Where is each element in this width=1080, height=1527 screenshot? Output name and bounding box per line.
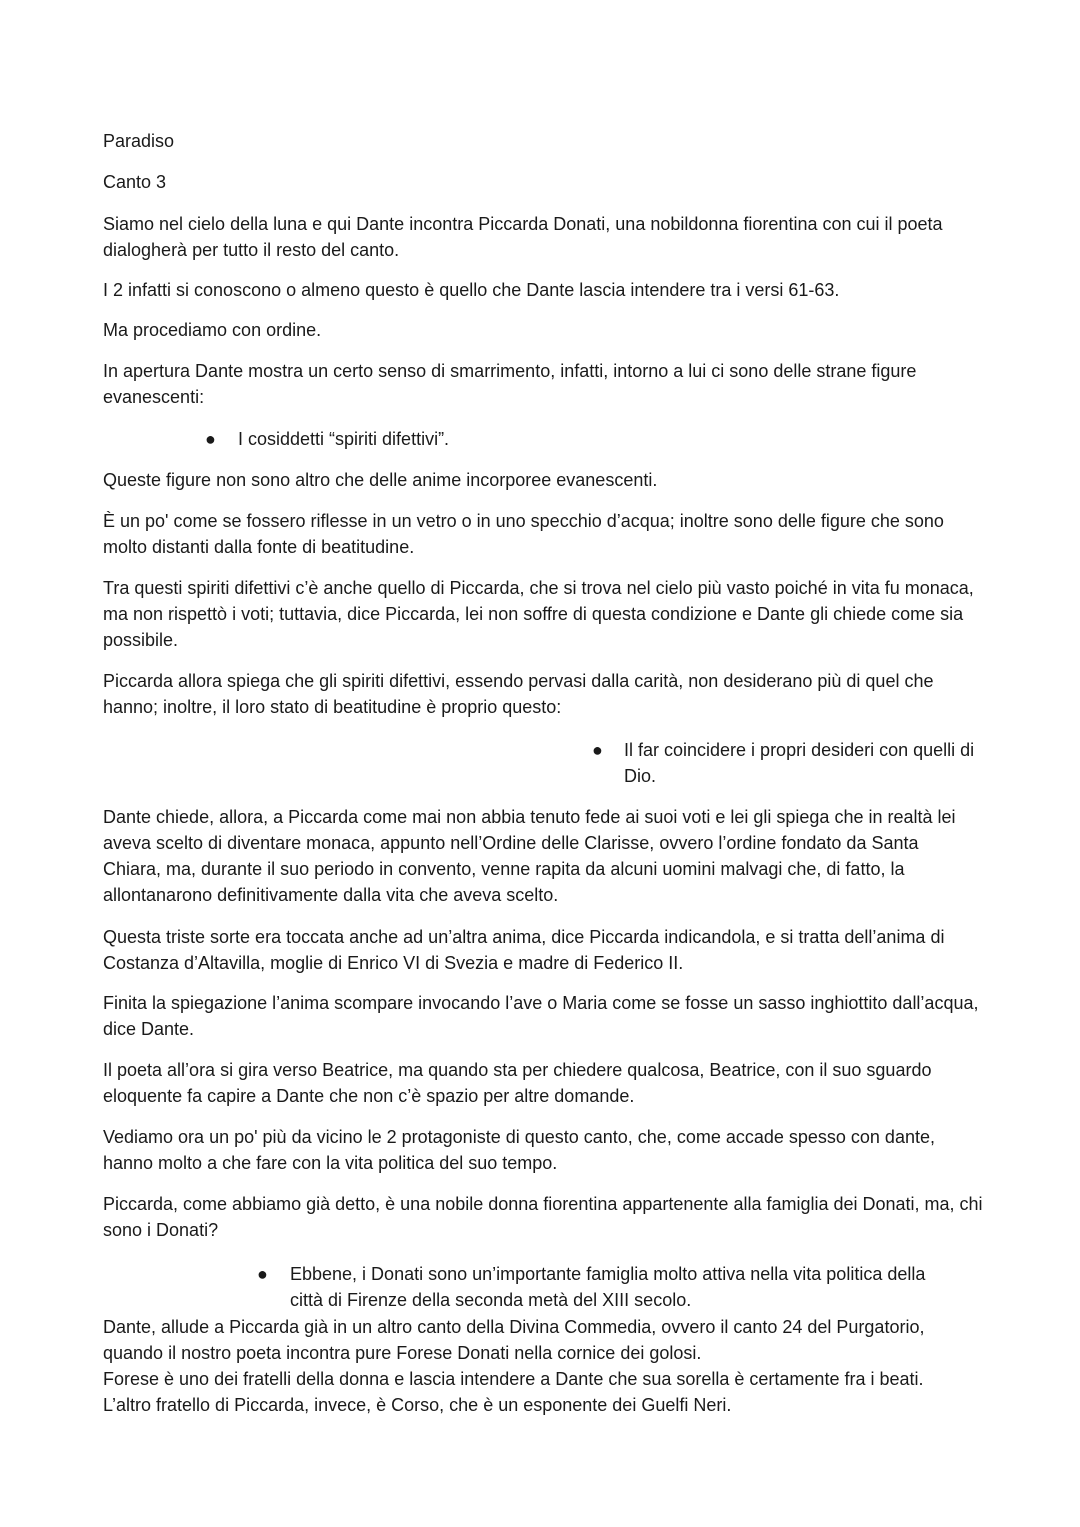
paragraph: Dante chiede, allora, a Piccarda come mai non abbia tenuto fede ai suoi voti e lei gli spiega che in realtà lei aveva scelto di diventare monaca, appunto nell’Ordine delle Clarisse, ovvero l’ordine fondato da Santa Chiara, ma, durante il suo periodo in convento, venne rapita da alcuni uomini malvagi che, di fatto, la allontanarono definitivamente dalla vita che aveva scelto.	[103, 807, 956, 905]
paragraph: Vediamo ora un po' più da vicino le 2 protagoniste di questo canto, che, come accade spesso con dante, hanno molto a che fare con la vita politica del suo tempo.	[103, 1127, 935, 1173]
bullet-text: I cosiddetti “spiriti difettivi”.	[238, 429, 450, 449]
bullet-item	[205, 426, 905, 452]
paragraph: Piccarda, come abbiamo già detto, è una nobile donna fiorentina appartenente alla famiglia dei Donati, ma, chi sono i Donati?	[103, 1194, 983, 1240]
canto-heading: Canto 3	[103, 172, 167, 192]
bullet-text: Ebbene, i Donati sono un’importante famiglia molto attiva nella vita politica della città di Firenze della seconda metà del XIII secolo.	[290, 1264, 926, 1310]
paragraph: Tra questi spiriti difettivi c’è anche quello di Piccarda, che si trova nel cielo più vasto poiché in vita fu monaca, ma non rispettò i voti; tuttavia, dice Piccarda, lei non soffre di questa condizione e Dante gli chiede come sia possibile.	[103, 578, 974, 650]
paragraph: Ma procediamo con ordine.	[103, 320, 322, 340]
paragraph: Piccarda allora spiega che gli spiriti difettivi, essendo pervasi dalla carità, non desiderano più di quel che hanno; inoltre, il loro stato di beatitudine è proprio questo:	[103, 671, 934, 717]
paragraph: Dante, allude a Piccarda già in un altro canto della Divina Commedia, ovvero il canto 24 del Purgatorio, quando il nostro poeta incontra pure Forese Donati nella cornice dei golosi.	[103, 1317, 925, 1363]
document-title: Paradiso	[103, 131, 175, 151]
bullet-icon: ●	[592, 740, 603, 760]
paragraph: I 2 infatti si conoscono o almeno questo è quello che Dante lascia intendere tra i versi 61-63.	[103, 280, 840, 300]
bullet-item	[257, 1261, 957, 1313]
paragraph: Il poeta all’ora si gira verso Beatrice, ma quando sta per chiedere qualcosa, Beatrice, con il suo sguardo eloquente fa capire a Dante che non c’è spazio per altre domande.	[103, 1060, 932, 1106]
paragraph: Questa triste sorte era toccata anche ad un’altra anima, dice Piccarda indicandola, e si tratta dell’anima di Costanza d’Altavilla, moglie di Enrico VI di Svezia e madre di Federico II.	[103, 927, 945, 973]
bullet-icon: ●	[205, 429, 216, 449]
paragraph: Forese è uno dei fratelli della donna e lascia intendere a Dante che sua sorella è certamente fra i beati.	[103, 1369, 924, 1389]
paragraph: È un po' come se fossero riflesse in un vetro o in uno specchio d’acqua; inoltre sono delle figure che sono molto distanti dalla fonte di beatitudine.	[103, 511, 944, 557]
bullet-item	[592, 737, 982, 789]
bullet-icon: ●	[257, 1264, 268, 1284]
paragraph: Finita la spiegazione l’anima scompare invocando l’ave o Maria come se fosse un sasso inghiottito dall’acqua, dice Dante.	[103, 993, 979, 1039]
paragraph: L’altro fratello di Piccarda, invece, è Corso, che è un esponente dei Guelfi Neri.	[103, 1395, 732, 1415]
paragraph: Siamo nel cielo della luna e qui Dante incontra Piccarda Donati, una nobildonna fiorentina con cui il poeta dialogherà per tutto il resto del canto.	[103, 214, 943, 260]
bullet-text: Il far coincidere i propri desideri con quelli di Dio.	[624, 740, 975, 786]
paragraph: In apertura Dante mostra un certo senso di smarrimento, infatti, intorno a lui ci sono delle strane figure evanescenti:	[103, 361, 917, 407]
paragraph: Queste figure non sono altro che delle anime incorporee evanescenti.	[103, 470, 658, 490]
